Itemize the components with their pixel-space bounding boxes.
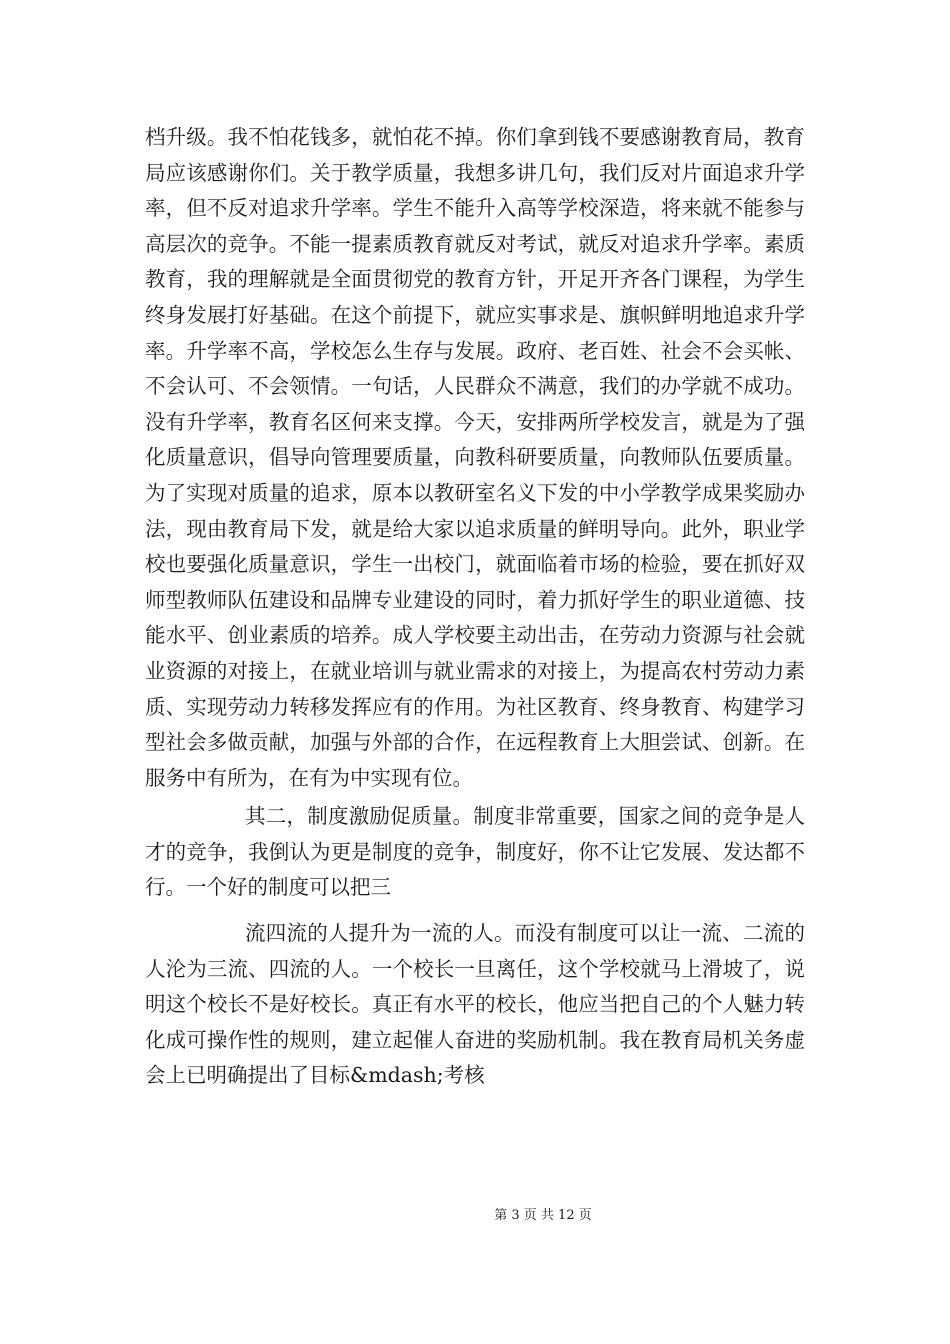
page-number-footer: 第 3 页 共 12 页 [494, 1208, 592, 1223]
paragraph-3: 流四流的人提升为一流的人。而没有制度可以让一流、二流的人沦为三流、四流的人。一个校长一旦离任，这个学校就马上滑坡了，说明这个校长不是好校长。真正有水平的校长，他应当把自己的个人魅力转化成可操作性的规则，建立起催人奋进的奖励机制。我在教育局机关务虚会上已明确提出了目标&mdash;考核 [145, 921, 805, 1088]
paragraph-2: 其二，制度激励促质量。制度非常重要，国家之间的竞争是人才的竞争，我倒认为更是制度的竞争，制度好，你不让它发展、发达都不行。一个好的制度可以把三 [145, 804, 805, 900]
document-body [145, 120, 805, 1094]
paragraph-1: 档升级。我不怕花钱多，就怕花不掉。你们拿到钱不要感谢教育局，教育局应该感谢你们。关于教学质量，我想多讲几句，我们反对片面追求升学率，但不反对追求升学率。学生不能升入高等学校深造，将来就不能参与高层次的竞争。不能一提素质教育就反对考试，就反对追求升学率。素质教育，我的理解就是全面贯彻党的教育方针，开足开齐各门课程，为学生终身发展打好基础。在这个前提下，就应实事求是、旗帜鲜明地追求升学率。升学率不高，学校怎么生存与发展。政府、老百姓、社会不会买帐、不会认可、不会领情。一句话，人民群众不满意，我们的办学就不成功。没有升学率，教育名区何来支撑。今天，安排两所学校发言，就是为了强化质量意识，倡导向管理要质量，向教科研要质量，向教师队伍要质量。为了实现对质量的追求，原本以教研室名义下发的中小学教学成果奖励办法，现由教育局下发，就是给大家以追求质量的鲜明导向。此外，职业学校也要强化质量意识，学生一出校门，就面临着市场的检验，要在抓好双师型教师队伍建设和品牌专业建设的同时，着力抓好学生的职业道德、技能水平、创业素质的培养。成人学校要主动出击，在劳动力资源与社会就业资源的对接上，在就业培训与就业需求的对接上，为提高农村劳动力素质、实现劳动力转移发挥应有的作用。为社区教育、终身教育、构建学习型社会多做贡献，加强与外部的合作，在远程教育上大胆尝试、创新。在服务中有所为，在有为中实现有位。 [145, 125, 805, 790]
